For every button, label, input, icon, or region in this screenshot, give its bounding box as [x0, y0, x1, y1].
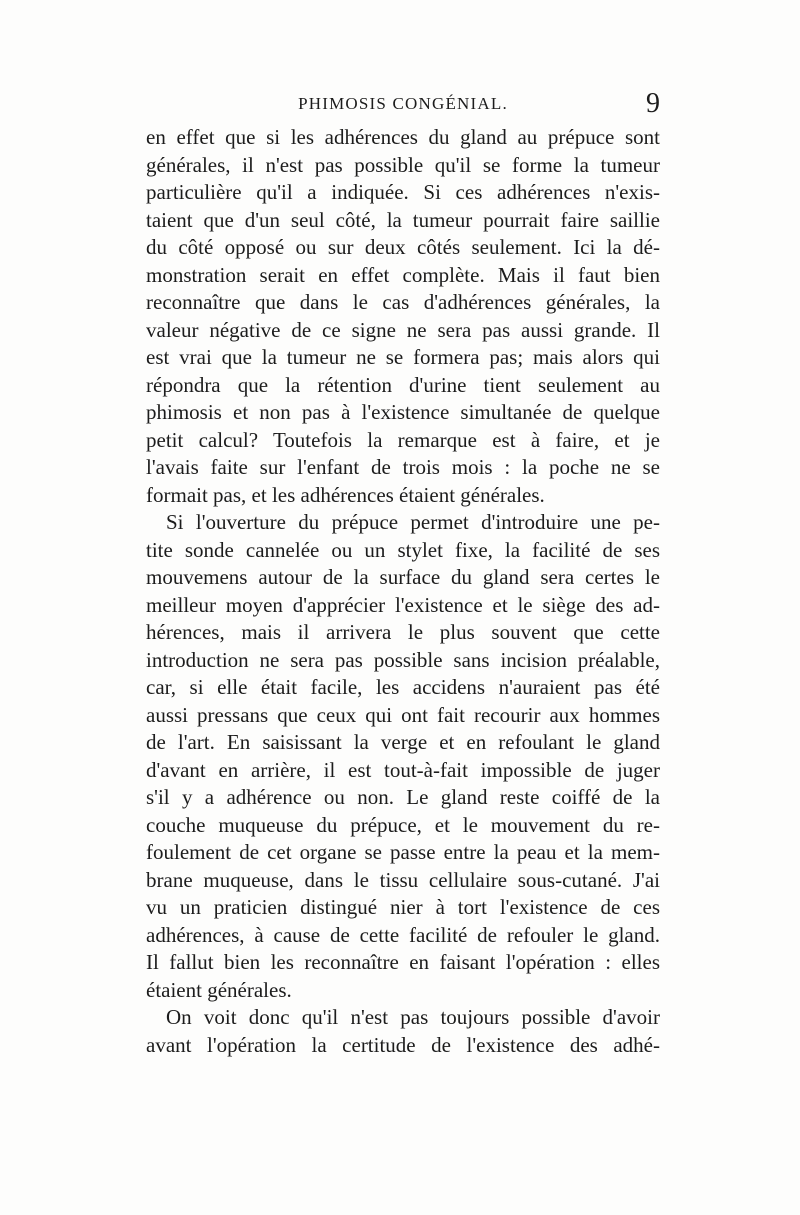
text-line: de l'art. En saisissant la verge et en refoulant le gland — [146, 730, 660, 754]
text-line: étaient générales. — [146, 977, 292, 1002]
text-line: s'il y a adhérence ou non. Le gland reste coiffé de la — [146, 785, 660, 809]
body-text — [146, 124, 660, 1059]
text-line: Si l'ouverture du prépuce permet d'introduire une pe- — [166, 510, 660, 534]
text-line: répondra que la rétention d'urine tient seulement au — [146, 372, 660, 397]
text-line: en effet que si les adhérences du gland au prépuce sont — [146, 125, 660, 149]
text-line: Il fallut bien les reconnaître en faisant l'opération : elles — [146, 950, 660, 974]
text-line: petit calcul? Toutefois la remarque est à faire, et je — [146, 427, 660, 452]
text-line: couche muqueuse du prépuce, et le mouvement du re- — [146, 812, 660, 837]
page-number: 9 — [646, 88, 660, 119]
text-line: d'avant en arrière, il est tout-à-fait impossible de juger — [146, 757, 660, 782]
text-line: monstration serait en effet complète. Mais il faut bien — [146, 262, 660, 287]
text-line: reconnaître que dans le cas d'adhérences générales, la — [146, 290, 660, 314]
text-line: introduction ne sera pas possible sans incision préalable, — [146, 647, 660, 672]
text-line: du côté opposé ou sur deux côtés seulement. Ici la dé- — [146, 235, 660, 259]
text-line: car, si elle était facile, les accidens n'auraient pas été — [146, 675, 660, 699]
running-head — [146, 90, 660, 126]
text-line: générales, il n'est pas possible qu'il se forme la tumeur — [146, 152, 660, 177]
text-line: hérences, mais il arrivera le plus souvent que cette — [146, 620, 660, 644]
text-line: adhérences, à cause de cette facilité de refouler le gland. — [146, 922, 660, 947]
text-line: particulière qu'il a indiquée. Si ces adhérences n'exis- — [146, 180, 660, 204]
text-line: tite sonde cannelée ou un stylet fixe, la facilité de ses — [146, 537, 660, 562]
text-line: est vrai que la tumeur ne se formera pas; mais alors qui — [146, 345, 660, 369]
paragraph — [146, 1004, 660, 1059]
text-line: vu un praticien distingué nier à tort l'existence de ces — [146, 895, 660, 919]
text-line: l'avais faite sur l'enfant de trois mois : la poche ne se — [146, 455, 660, 479]
text-line: valeur négative de ce signe ne sera pas aussi grande. Il — [146, 317, 660, 342]
text-line: On voit donc qu'il n'est pas toujours possible d'avoir — [166, 1005, 660, 1029]
text-line: avant l'opération la certitude de l'existence des adhé- — [146, 1032, 660, 1057]
text-line: foulement de cet organe se passe entre la peau et la mem- — [146, 840, 660, 864]
paragraph — [146, 124, 660, 509]
text-line: mouvemens autour de la surface du gland sera certes le — [146, 565, 660, 589]
text-line: brane muqueuse, dans le tissu cellulaire sous-cutané. J'ai — [146, 867, 660, 892]
paragraph — [146, 509, 660, 1004]
text-line: taient que d'un seul côté, la tumeur pourrait faire saillie — [146, 207, 660, 232]
text-line: phimosis et non pas à l'existence simultanée de quelque — [146, 400, 660, 424]
text-line: aussi pressans que ceux qui ont fait recourir aux hommes — [146, 702, 660, 727]
running-title: PHIMOSIS CONGÉNIAL. — [298, 94, 508, 113]
text-line: meilleur moyen d'apprécier l'existence et le siège des ad- — [146, 592, 660, 617]
text-line: formait pas, et les adhérences étaient générales. — [146, 482, 545, 507]
